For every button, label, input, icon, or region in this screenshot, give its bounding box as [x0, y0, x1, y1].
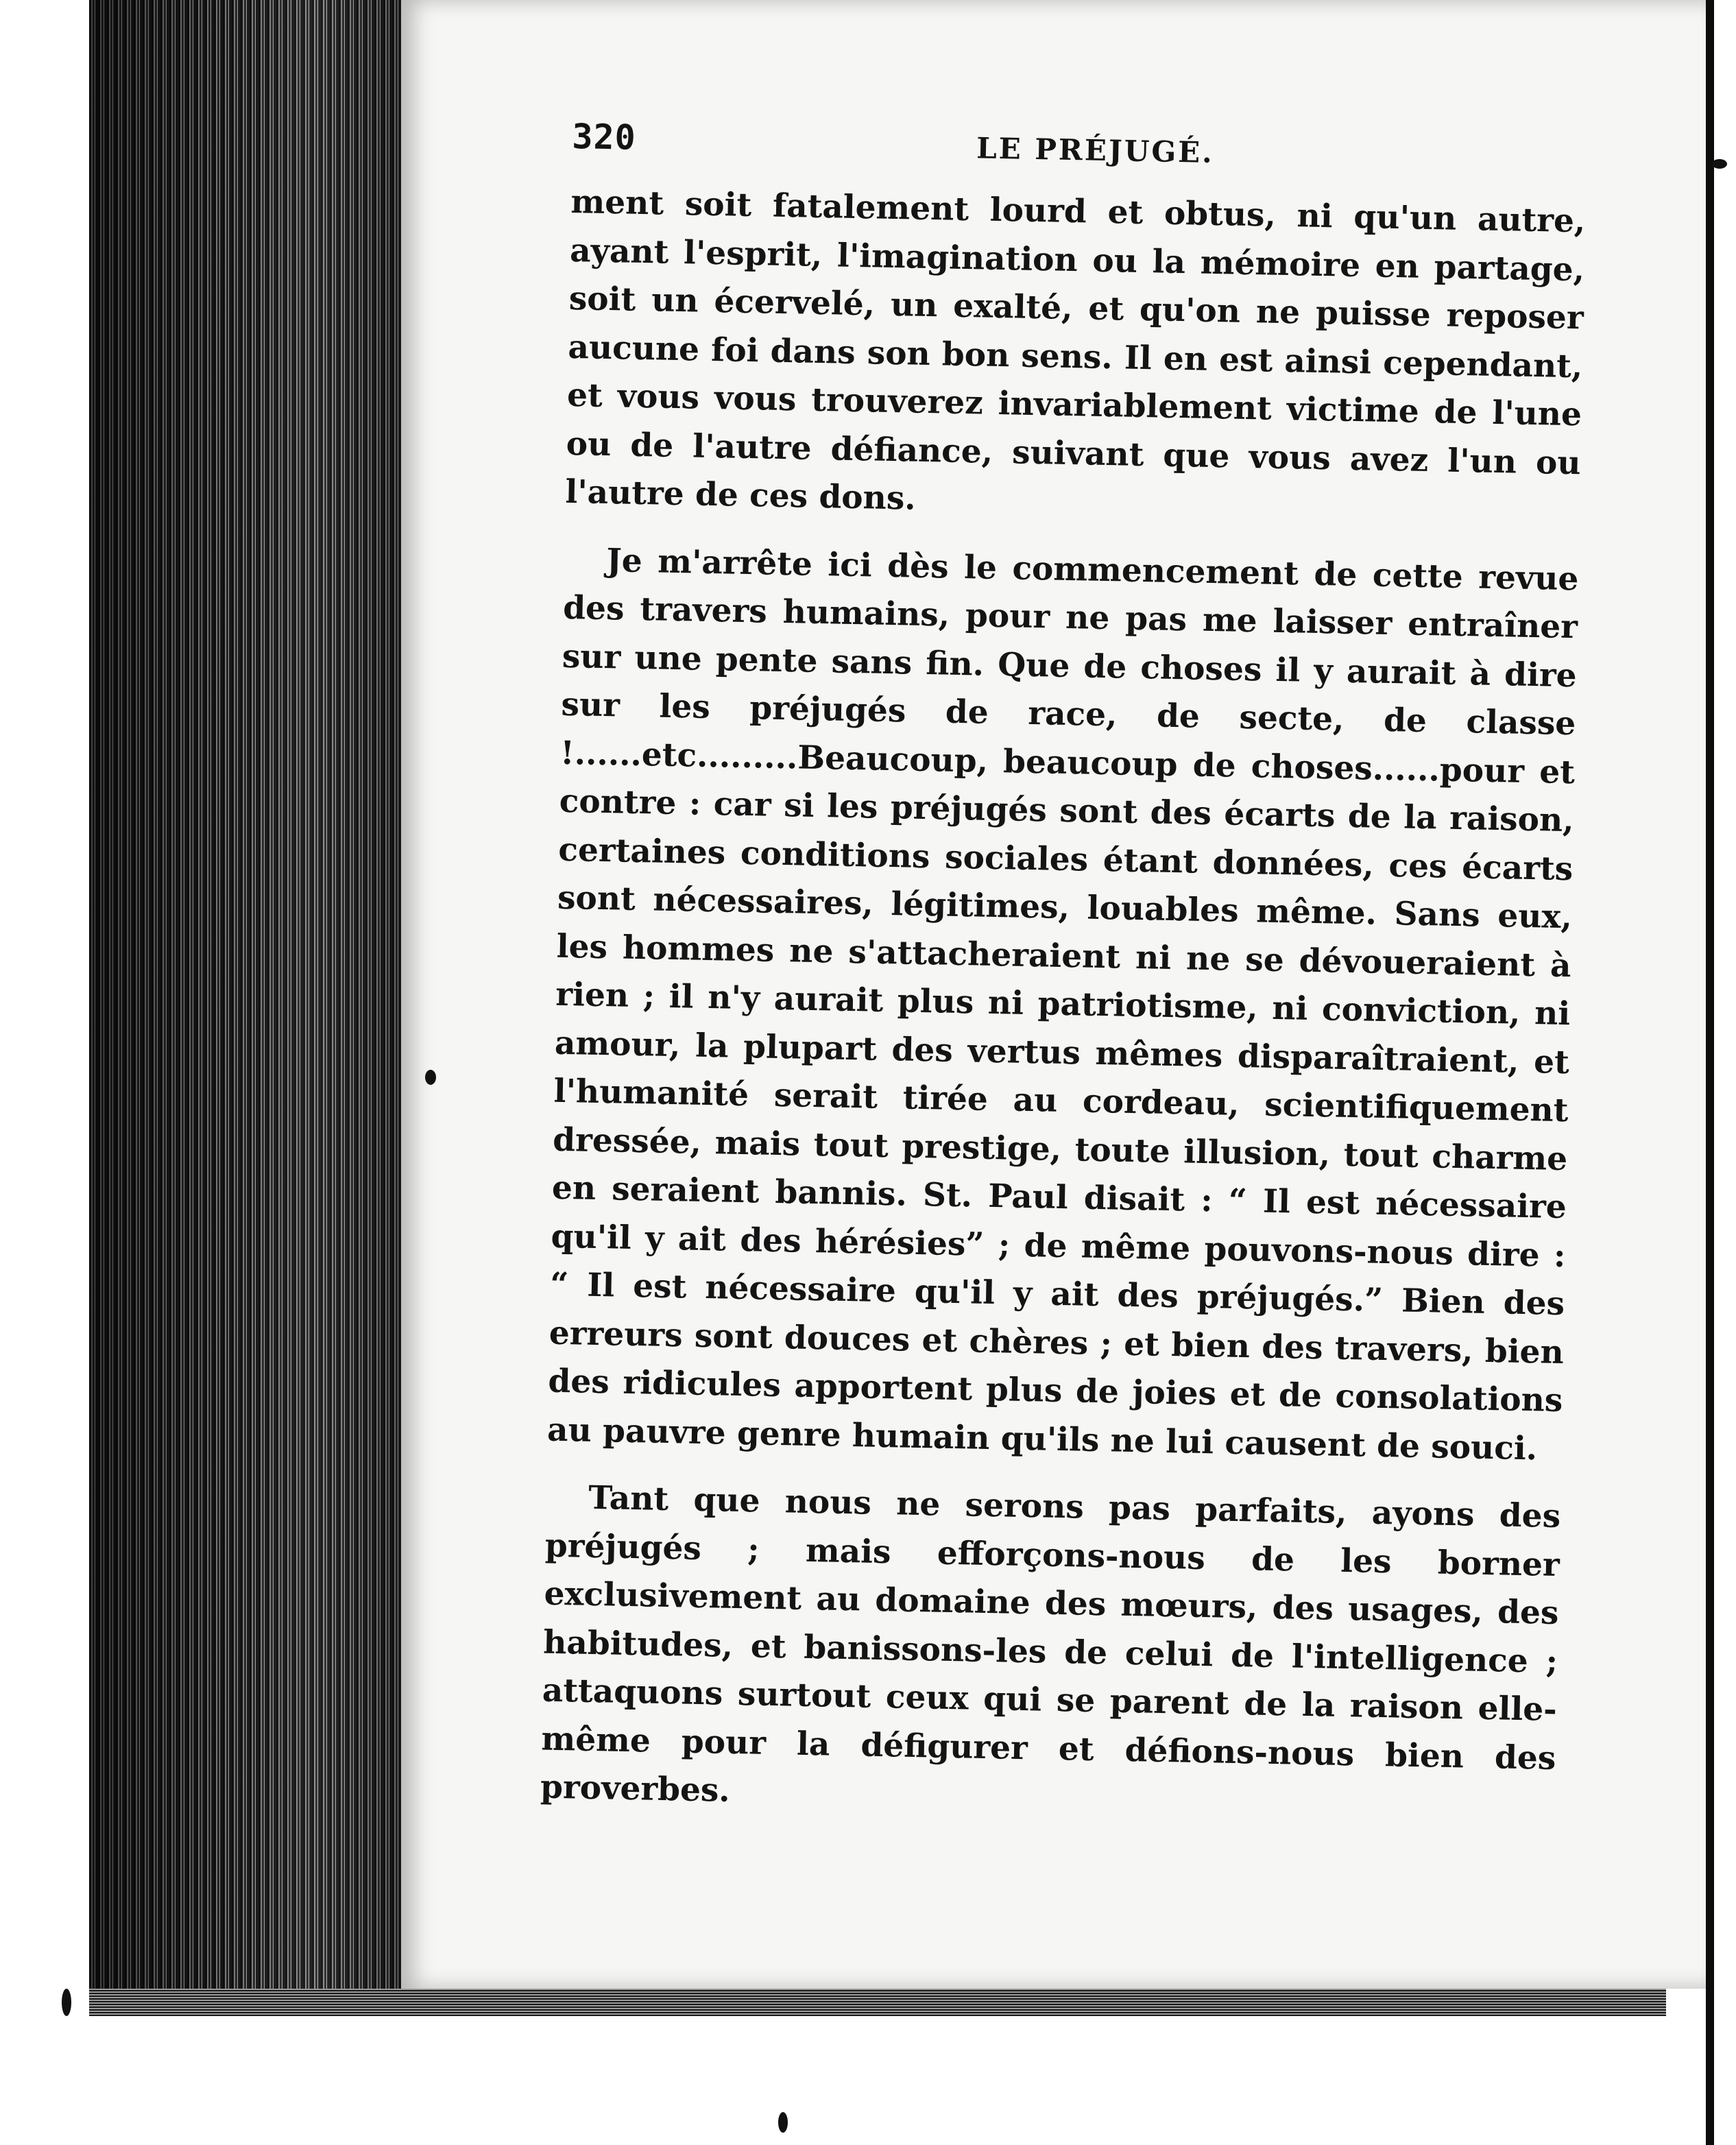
page-edges-shading — [89, 0, 418, 2016]
scan-right-border — [1706, 0, 1714, 2145]
scan-speck — [62, 1989, 71, 2016]
page-content — [540, 117, 1587, 1831]
scan-speck — [425, 1070, 436, 1085]
page-number: 320 — [571, 117, 637, 158]
scan-speck — [1712, 159, 1727, 169]
paragraph: Tant que nous ne serons pas parfaits, ayons des préjugés ; mais efforçons-nous de les borner exclusivement au domaine des mœurs, des usages, des habitudes, et banissons-les de celui de l'intelligence ; attaquons surtout ceux qui se parent de la raison elle-même pour la défigurer et défions-nous bien des proverbes. — [540, 1478, 1561, 1810]
book-page — [401, 0, 1707, 1989]
page-header: LE PRÉJUGÉ. — [976, 131, 1215, 169]
paragraph: Je m'arrête ici dès le commencement de cette revue des travers humains, pour ne pas me laisser entraîner sur une pente sans fin. Que de choses il y aurait à dire sur les préjugés de race, de secte, de classe !......etc.........Beaucoup, beaucoup de choses......pour et contre : car si les préjugés sont des écarts de la raison, certaines conditions sociales étant données, ces écarts sont nécessaires, légitimes, louables même. Sans eux, les hommes ne s'attacheraient ni ne se dévoueraient à rien ; il n'y aurait plus ni patriotisme, ni conviction, ni amour, la plupart des vertus mêmes disparaîtraient, et l'humanité serait tirée au cordeau, scientifiquement dressée, mais tout prestige, toute illusion, tout charme en seraient bannis. St. Paul disait : “ Il est nécessaire qu'il y ait des hérésies” ; de même pouvons-nous dire : “ Il est nécessaire qu'il y ait des préjugés.” Bien des erreurs sont douces et chères ; et bien des travers, bien des ridicules apportent plus de joies et de consolations au pauvre genre humain qu'ils ne lui causent de souci. — [546, 541, 1579, 1467]
book-bottom-edge — [89, 1989, 1666, 2016]
scan-speck — [778, 2112, 788, 2133]
paragraph: ment soit fatalement lourd et obtus, ni qu'un autre, ayant l'esprit, l'imagination ou la mémoire en partage, soit un écervelé, un exalté, et qu'on ne puisse reposer aucune foi dans son bon sens. Il en est ainsi cependant, et vous vous trouverez invariablement victime de l'une ou de l'autre défiance, suivant que vous avez l'un ou l'autre de ces dons. — [564, 182, 1586, 518]
